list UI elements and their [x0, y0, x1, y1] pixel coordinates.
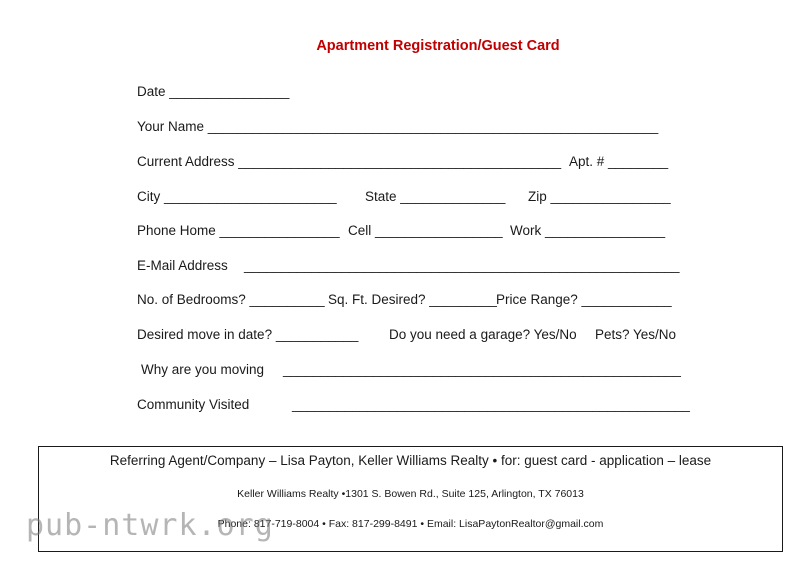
work-field[interactable]: Work ________________ [510, 223, 666, 238]
why-moving-field[interactable]: _____________________________________________________ [283, 362, 681, 377]
apt-field[interactable]: Apt. # ________ [569, 154, 669, 169]
zip-field[interactable]: Zip ________________ [528, 189, 671, 204]
cell-field[interactable]: Cell _________________ [348, 223, 503, 238]
email-label: E-Mail Address [137, 258, 228, 273]
state-field[interactable]: State ______________ [365, 189, 506, 204]
city-field[interactable]: City _______________________ [137, 189, 337, 204]
name-field[interactable]: Your Name ____________________________________________________________ [137, 119, 659, 134]
watermark-text: pub-ntwrk.org [26, 508, 274, 543]
community-label: Community Visited [137, 397, 250, 412]
agent-address: Keller Williams Realty •1301 S. Bowen Rd., Suite 125, Arlington, TX 76013 [237, 488, 584, 500]
bedrooms-field[interactable]: No. of Bedrooms? __________ [137, 292, 325, 307]
sqft-field[interactable]: Sq. Ft. Desired? _________ [328, 292, 497, 307]
referral-line: Referring Agent/Company – Lisa Payton, Keller Williams Realty • for: guest card - application – lease [109, 453, 712, 468]
move-in-date-field[interactable]: Desired move in date? ___________ [137, 327, 359, 342]
agent-contact: Phone: 817-719-8004 • Fax: 817-299-8491 • Email: LisaPaytonRealtor@gmail.com [217, 518, 604, 530]
garage-question[interactable]: Do you need a garage? Yes/No [389, 327, 577, 342]
pets-question[interactable]: Pets? Yes/No [595, 327, 677, 342]
community-field[interactable]: _____________________________________________________ [292, 397, 690, 412]
phone-home-field[interactable]: Phone Home ________________ [137, 223, 340, 238]
price-range-field[interactable]: Price Range? ____________ [496, 292, 672, 307]
form-title: Apartment Registration/Guest Card [316, 38, 560, 54]
date-field[interactable]: Date ________________ [137, 84, 290, 99]
address-field[interactable]: Current Address ___________________________________________ [137, 154, 562, 169]
email-field[interactable]: __________________________________________________________ [244, 258, 680, 273]
why-moving-label: Why are you moving [141, 362, 265, 377]
